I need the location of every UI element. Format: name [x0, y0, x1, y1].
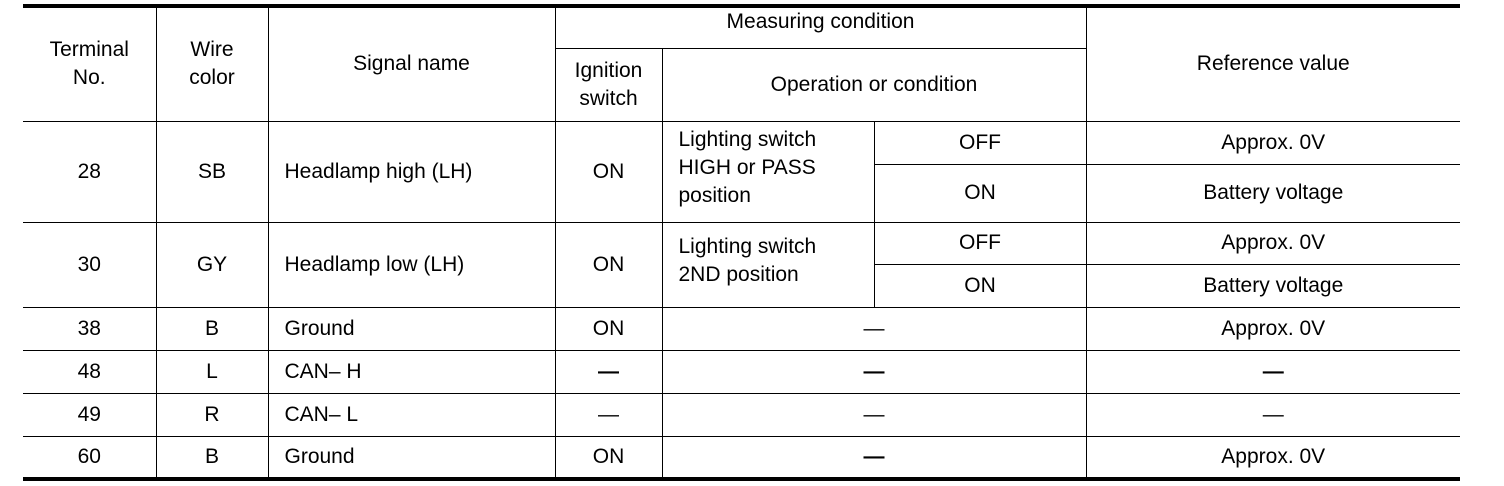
terminal-no: 38 [23, 307, 156, 350]
reference-value: Approx. 0V [1086, 307, 1460, 350]
operation-condition [662, 121, 874, 222]
switch-state: OFF [874, 222, 1086, 264]
reference-value: Approx. 0V [1086, 222, 1460, 264]
header-wire-color [156, 6, 268, 121]
condition-line: 2ND position [678, 262, 799, 286]
reference-value: — [1086, 393, 1460, 436]
header-terminal-no-line2: No. [72, 66, 106, 90]
header-operation-or-condition: Operation or condition [662, 48, 1086, 121]
header-measuring-condition: Measuring condition [555, 6, 1086, 48]
condition-line: HIGH or PASS [678, 155, 816, 179]
table-row [23, 222, 1460, 264]
operation-condition: — [662, 307, 1086, 350]
reference-value: Approx. 0V [1086, 121, 1460, 164]
header-wire-color-line2: color [189, 66, 235, 90]
switch-state: ON [874, 264, 1086, 307]
signal-name: Ground [268, 436, 555, 479]
header-ignition-switch-line2: switch [579, 86, 638, 110]
wire-color: B [156, 307, 268, 350]
ignition-switch: — [555, 393, 662, 436]
terminal-reference-table [23, 4, 1460, 481]
condition-line: position [678, 183, 751, 207]
table-row [23, 307, 1460, 350]
operation-condition: — [662, 350, 1086, 393]
header-wire-color-line1: Wire [190, 38, 234, 62]
ignition-switch: ON [555, 222, 662, 307]
reference-value: Battery voltage [1086, 164, 1460, 222]
operation-condition: — [662, 436, 1086, 479]
reference-value: — [1086, 350, 1460, 393]
ignition-switch: — [555, 350, 662, 393]
terminal-no: 60 [23, 436, 156, 479]
table-row [23, 121, 1460, 164]
header-terminal-no-line1: Terminal [49, 38, 129, 62]
wire-color: GY [156, 222, 268, 307]
switch-state: ON [874, 164, 1086, 222]
wire-color: SB [156, 121, 268, 222]
terminal-no: 49 [23, 393, 156, 436]
operation-condition [662, 222, 874, 307]
signal-name: Ground [268, 307, 555, 350]
reference-value: Approx. 0V [1086, 436, 1460, 479]
wire-color: B [156, 436, 268, 479]
signal-name: CAN– L [268, 393, 555, 436]
condition-line: Lighting switch [678, 234, 817, 258]
terminal-no: 28 [23, 121, 156, 222]
table-row [23, 350, 1460, 393]
header-reference-value: Reference value [1086, 6, 1460, 121]
reference-value: Battery voltage [1086, 264, 1460, 307]
wire-color: L [156, 350, 268, 393]
signal-name: Headlamp low (LH) [268, 222, 555, 307]
header-ignition-switch-line1: Ignition [574, 58, 643, 82]
table-row [23, 393, 1460, 436]
header-ignition-switch [555, 48, 662, 121]
condition-line: Lighting switch [678, 127, 817, 151]
wire-color: R [156, 393, 268, 436]
ignition-switch: ON [555, 121, 662, 222]
terminal-no: 30 [23, 222, 156, 307]
ignition-switch: ON [555, 436, 662, 479]
table-row [23, 436, 1460, 479]
terminal-no: 48 [23, 350, 156, 393]
switch-state: OFF [874, 121, 1086, 164]
header-signal-name: Signal name [268, 6, 555, 121]
signal-name: Headlamp high (LH) [268, 121, 555, 222]
operation-condition: — [662, 393, 1086, 436]
ignition-switch: ON [555, 307, 662, 350]
header-terminal-no [23, 6, 156, 121]
signal-name: CAN– H [268, 350, 555, 393]
